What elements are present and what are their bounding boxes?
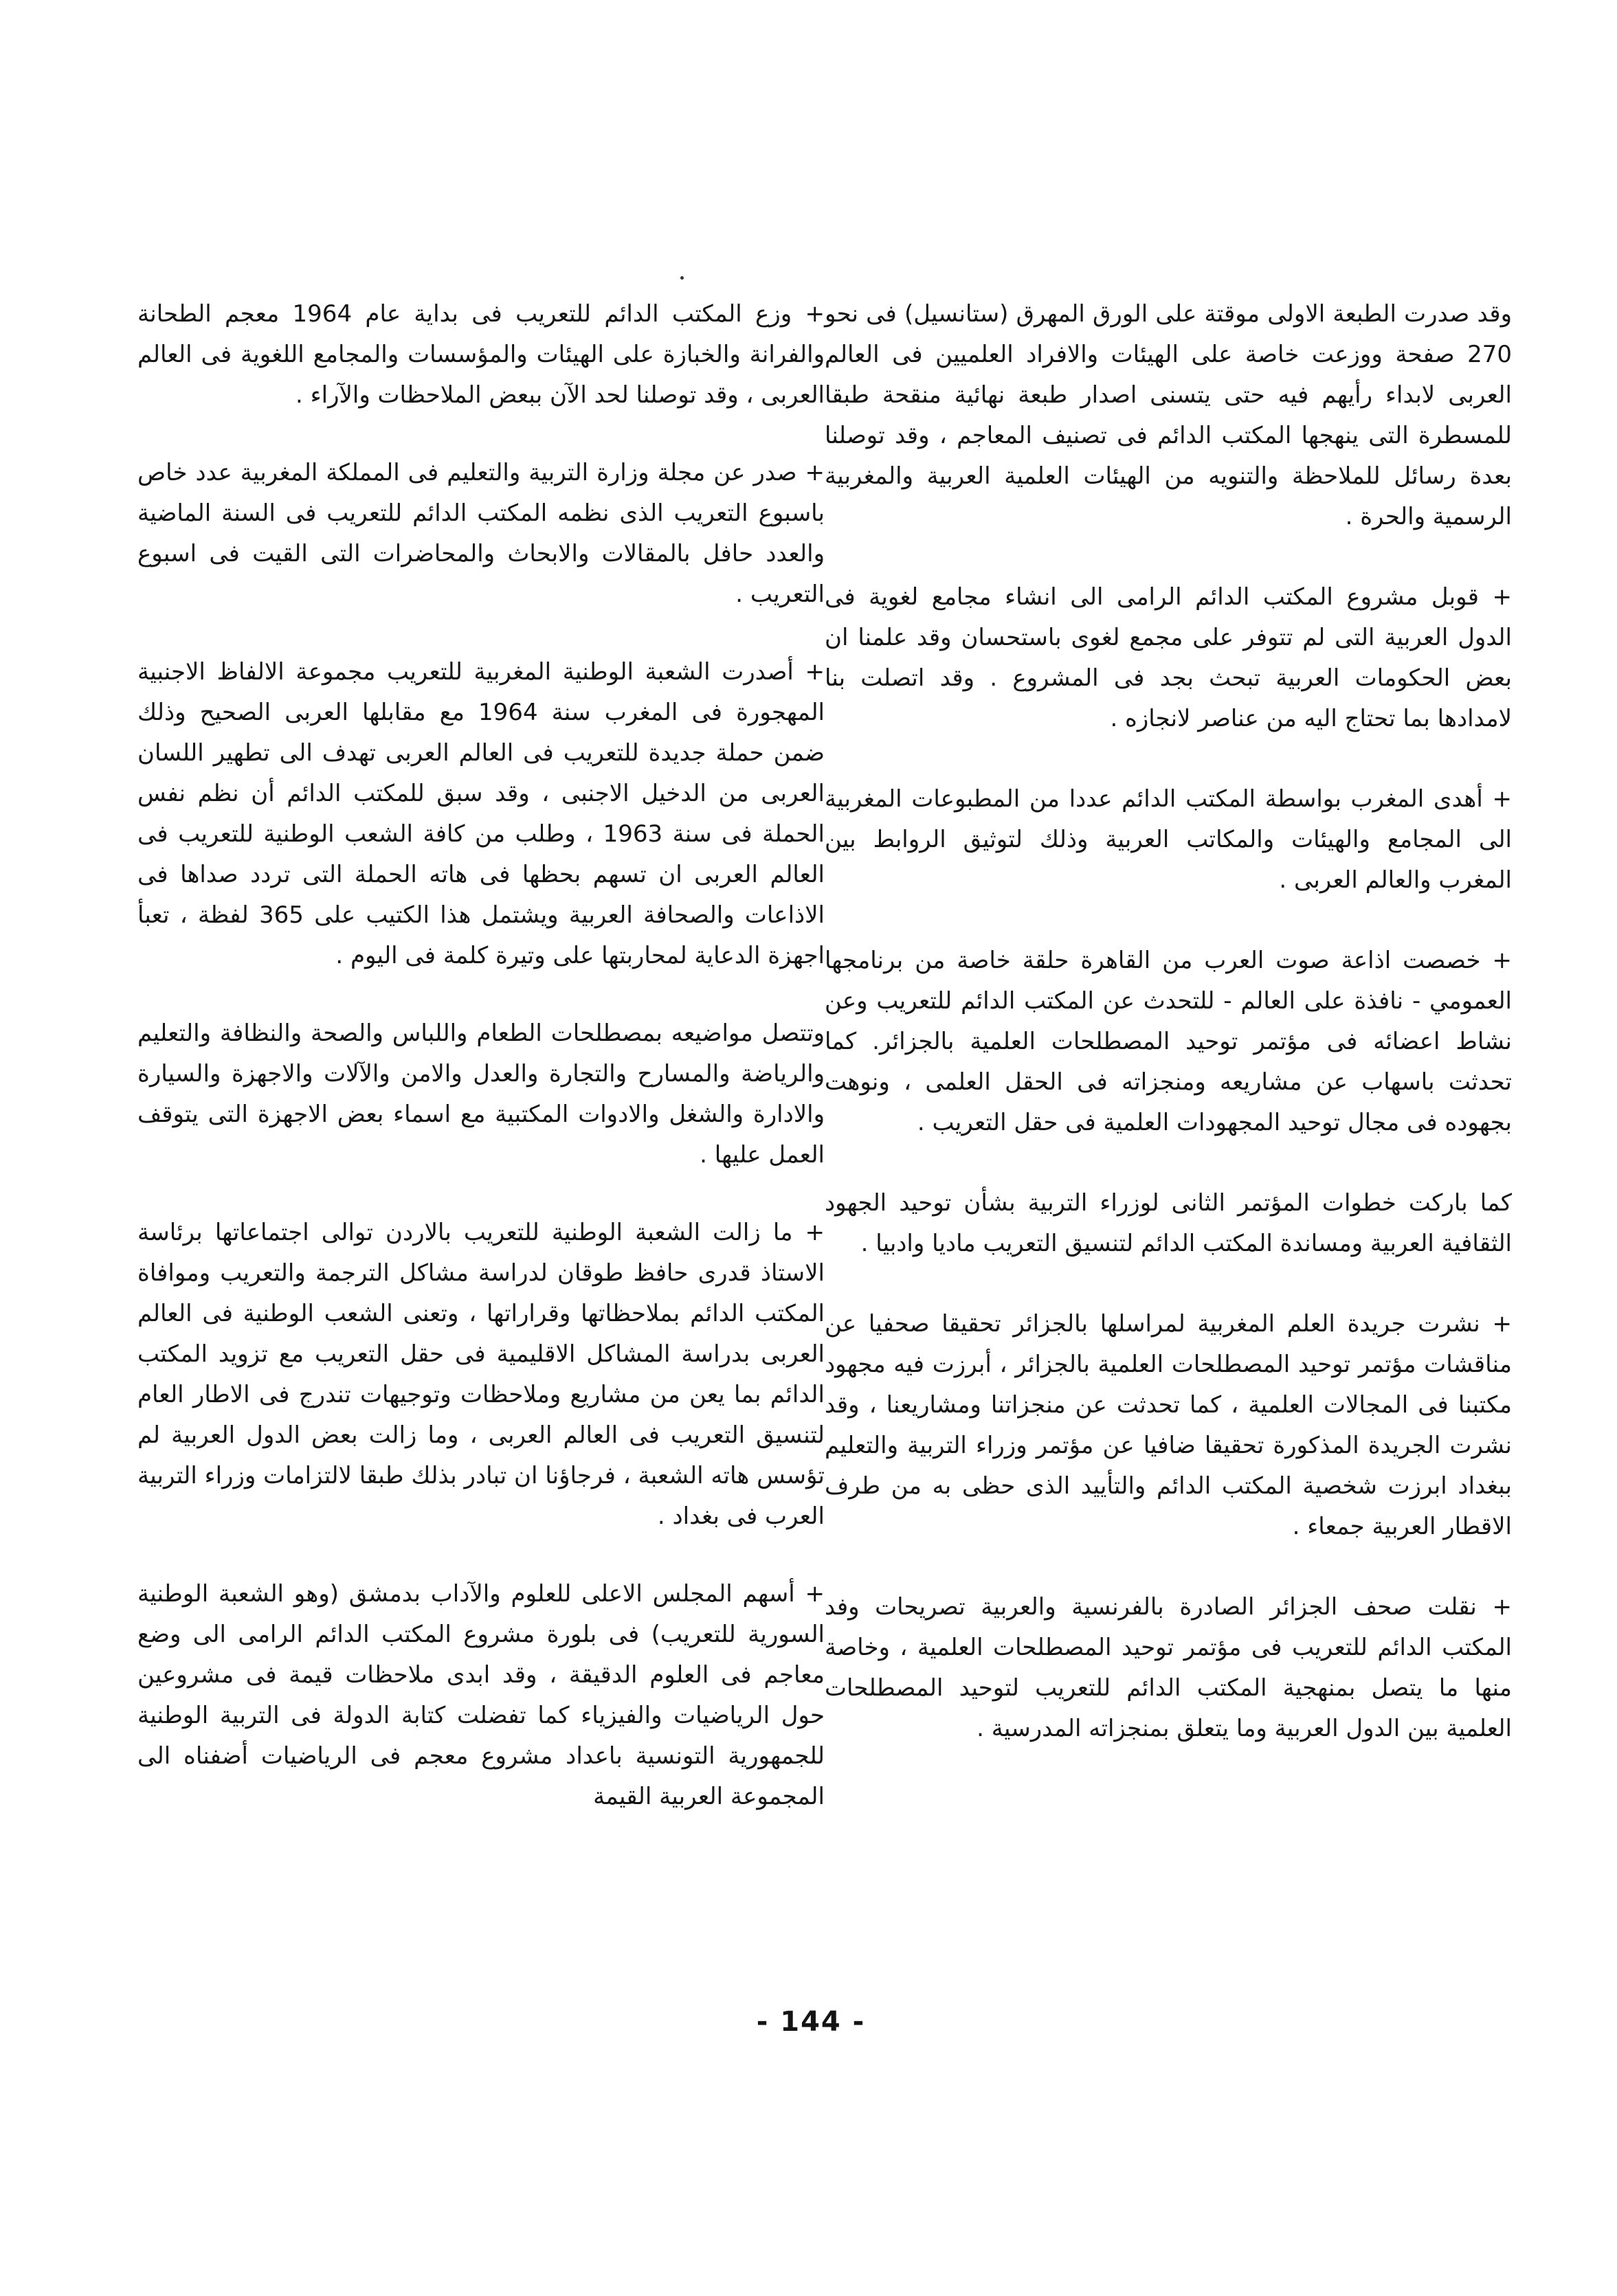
scan-speck xyxy=(680,276,684,280)
paragraph: وتتصل مواضيعه بمصطلحات الطعام واللباس والصحة والنظافة والتعليم والرياضة والمسارح والتجارة والعدل والامن والآلات والاجهزة والسيارة والادارة والشغل والادوات المكتبية مع اسماء بعض الاجهزة التى يتوقف العمل عليها . xyxy=(137,1020,825,1169)
paragraph: + أسهم المجلس الاعلى للعلوم والآداب بدمشق (وهو الشعبة الوطنية السورية للتعريب) فى بلورة مشروع المكتب الدائم الرامى الى وضع معاجم فى العلوم الدقيقة ، وقد ابدى ملاحظات قيمة فى مشروعين حول الرياضيات والفيزياء كما تفضلت كتابة الدولة فى التربية الوطنية للجمهورية التونسية باعداد مشروع معجم فى الرياضيات أضفناه الى المجموعة العربية القيمة xyxy=(137,1580,825,1810)
paragraph: + خصصت اذاعة صوت العرب من القاهرة حلقة خاصة من برنامجها العمومي - نافذة على العالم - للتحدث عن المكتب الدائم للتعريب وعن نشاط اعضائه فى مؤتمر توحيد المصطلحات العلمية بالجزائر. كما تحدثت باسهاب عن مشاريعه ومنجزاته فى الحقل العلمى ، ونوهت بجهوده فى مجال توحيد المجهودات العلمية فى حقل التعريب . xyxy=(825,947,1512,1136)
right-column xyxy=(825,294,1512,1789)
paragraph: + وزع المكتب الدائم للتعريب فى بداية عام 1964 معجم الطحانة والفرانة والخبازة على الهيئات والمؤسسات والمجامع اللغوية فى العالم العربى ، وقد توصلنا لحد الآن ببعض الملاحظات والآراء . xyxy=(137,300,825,409)
left-column xyxy=(137,294,825,1854)
paragraph: + صدر عن مجلة وزارة التربية والتعليم فى المملكة المغربية عدد خاص باسبوع التعريب الذى نظمه المكتب الدائم للتعريب فى السنة الماضية والعدد حافل بالمقالات والابحاث والمحاضرات التى القيت فى اسبوع التعريب . xyxy=(137,459,825,608)
paragraph: + أصدرت الشعبة الوطنية المغربية للتعريب مجموعة الالفاظ الاجنبية المهجورة فى المغرب سنة 1964 مع مقابلها العربى الصحيح وذلك ضمن حملة جديدة للتعريب فى العالم العربى تهدف الى تطهير اللسان العربى من الدخيل الاجنبى ، وقد سبق للمكتب الدائم أن نظم نفس الحملة فى سنة 1963 ، وطلب من كافة الشعب الوطنية للتعريب فى العالم العربى ان تسهم بحظها فى هاته الحملة التى تردد صداها فى الاذاعات والصحافة العربية ويشتمل هذا الكتيب على 365 لفظة ، تعبأ اجهزة الدعاية لمحاربتها على وتيرة كلمة فى اليوم . xyxy=(137,658,825,969)
paragraph: + ما زالت الشعبة الوطنية للتعريب بالاردن توالى اجتماعاتها برئاسة الاستاذ قدرى حافظ طوقان لدراسة مشاكل الترجمة والتعريب وموافاة المكتب الدائم بملاحظاتها وقراراتها ، وتعنى الشعب الوطنية فى العالم العربى بدراسة المشاكل الاقليمية فى حقل التعريب مع تزويد المكتب الدائم بما يعن من مشاريع وملاحظات وتوجيهات تندرج فى الاطار العام لتنسيق التعريب فى العالم العربى ، وما زالت بعض الدول العربية لم تؤسس هاته الشعبة ، فرجاؤنا ان تبادر بذلك طبقا لالتزامات وزراء التربية العرب فى بغداد . xyxy=(137,1219,825,1530)
page-number: - 144 - xyxy=(756,2006,866,2038)
paragraph: + نقلت صحف الجزائر الصادرة بالفرنسية والعربية تصريحات وفد المكتب الدائم للتعريب فى مؤتمر توحيد المصطلحات العلمية ، وخاصة منها ما يتصل بمنهجية المكتب الدائم للتعريب لتوحيد المصطلحات العلمية بين الدول العربية وما يتعلق بمنجزاته المدرسية . xyxy=(825,1593,1512,1742)
paragraph: + قوبل مشروع المكتب الدائم الرامى الى انشاء مجامع لغوية فى الدول العربية التى لم تتوفر على مجمع لغوى باستحسان وقد علمنا ان بعض الحكومات العربية تبحث بجد فى المشروع . وقد اتصلت بنا لامدادها بما تحتاج اليه من عناصر لانجازه . xyxy=(825,583,1512,732)
paragraph: + أهدى المغرب بواسطة المكتب الدائم عددا من المطبوعات المغربية الى المجامع والهيئات والمكاتب العربية وذلك لتوثيق الروابط بين المغرب والعالم العربى . xyxy=(825,785,1512,894)
paragraph: + نشرت جريدة العلم المغربية لمراسلها بالجزائر تحقيقا صحفيا عن مناقشات مؤتمر توحيد المصطلحات العلمية بالجزائر ، أبرزت فيه مجهود مكتبنا فى المجالات العلمية ، كما تحدثت عن منجزاتنا ومشاريعنا ، وقد نشرت الجريدة المذكورة تحقيقا ضافيا عن مؤتمر وزراء التربية والتعليم ببغداد ابرزت شخصية المكتب الدائم والتأييد الذى حظى به من طرف الاقطار العربية جمعاء . xyxy=(825,1310,1512,1540)
paragraph: وقد صدرت الطبعة الاولى موقتة على الورق المهرق (ستانسيل) فى نحو 270 صفحة ووزعت خاصة على الهيئات والافراد العلميين فى العالم العربى لابداء رأيهم فيه حتى يتسنى اصدار طبعة نهائية منقحة طبقا للمسطرة التى ينهجها المكتب الدائم فى تصنيف المعاجم ، وقد توصلنا بعدة رسائل للملاحظة والتنويه من الهيئات العلمية العربية والمغربية الرسمية والحرة . xyxy=(825,300,1512,530)
paragraph: كما باركت خطوات المؤتمر الثانى لوزراء التربية بشأن توحيد الجهود الثقافية العربية ومساندة المكتب الدائم لتنسيق التعريب ماديا وادبيا . xyxy=(825,1189,1512,1257)
